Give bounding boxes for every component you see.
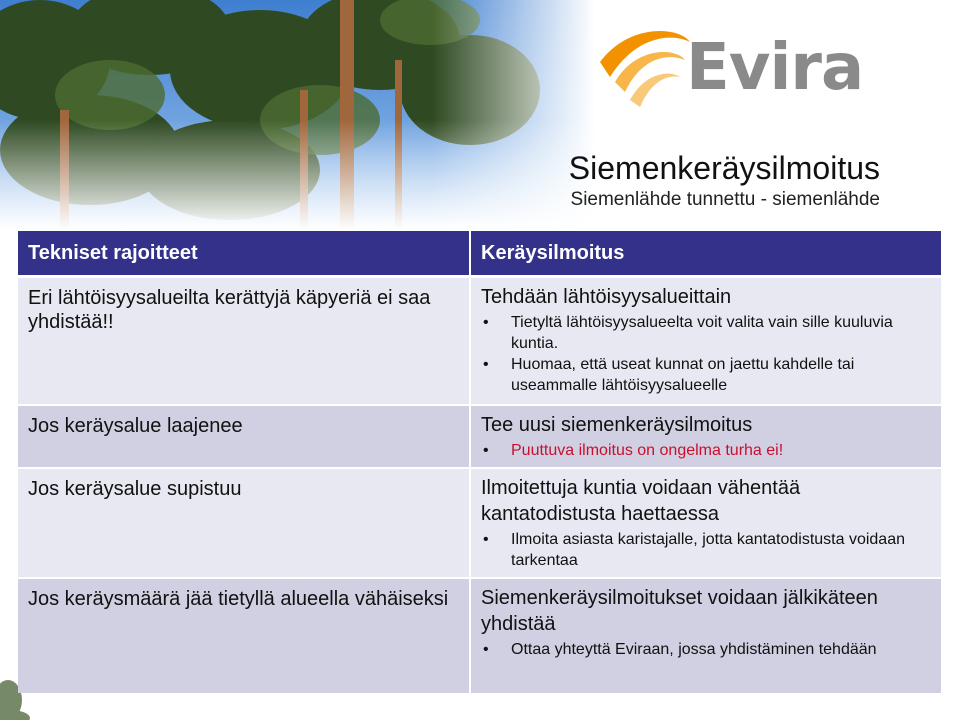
row-heading: Tehdään lähtöisyysalueittain	[481, 286, 732, 308]
row-left-cell: Eri lähtöisyysalueilta kerättyjä käpyeriä ei saa yhdistää!!	[18, 278, 471, 406]
row-heading: Ilmoitettuja kuntia voidaan vähentää kantatodistusta haettaessa	[481, 477, 801, 525]
bullet-item: • Huomaa, että useat kunnat on jaettu kahdelle tai useammalle lähtöisyysalueelle	[511, 354, 931, 396]
bullet-item: • Tietyltä lähtöisyysalueelta voit valita vain sille kuuluvia kuntia.	[511, 312, 931, 354]
row-right-cell	[471, 406, 941, 469]
row-right-cell	[471, 469, 941, 579]
row-left-cell: Jos keräysmäärä jää tietyllä alueella vähäiseksi	[18, 579, 471, 693]
table-row	[18, 469, 941, 579]
row-right-cell	[471, 579, 941, 693]
bullet-item: • Puuttuva ilmoitus on ongelma turha ei!	[511, 440, 931, 461]
bullet-list	[481, 639, 931, 660]
bullet-list	[481, 440, 931, 461]
header-cell-collection-notice: Keräysilmoitus	[471, 231, 941, 278]
restrictions-table	[18, 231, 941, 693]
header-cell-technical-restrictions: Tekniset rajoitteet	[18, 231, 471, 278]
table-row	[18, 278, 941, 406]
table-row	[18, 579, 941, 693]
page-subtitle: Siemenlähde tunnettu - siemenlähde	[570, 189, 880, 210]
bullet-item: • Ilmoita asiasta karistajalle, jotta kantatodistusta voidaan tarkentaa	[511, 529, 931, 571]
row-heading: Siemenkeräysilmoitukset voidaan jälkikäteen yhdistää	[481, 587, 878, 635]
row-heading: Tee uusi siemenkeräysilmoitus	[481, 414, 753, 436]
logo-text: Evira	[686, 31, 864, 105]
row-left-cell: Jos keräysalue supistuu	[18, 469, 471, 579]
bullet-list	[481, 312, 931, 396]
table-header-row	[18, 231, 941, 278]
row-right-cell	[471, 278, 941, 406]
page-title: Siemenkeräysilmoitus	[568, 150, 880, 186]
bullet-item: • Ottaa yhteyttä Eviraan, jossa yhdistäminen tehdään	[511, 639, 931, 660]
row-left-cell: Jos keräysalue laajenee	[18, 406, 471, 469]
title-block	[569, 150, 880, 212]
bullet-list	[481, 529, 931, 571]
table-row	[18, 406, 941, 469]
